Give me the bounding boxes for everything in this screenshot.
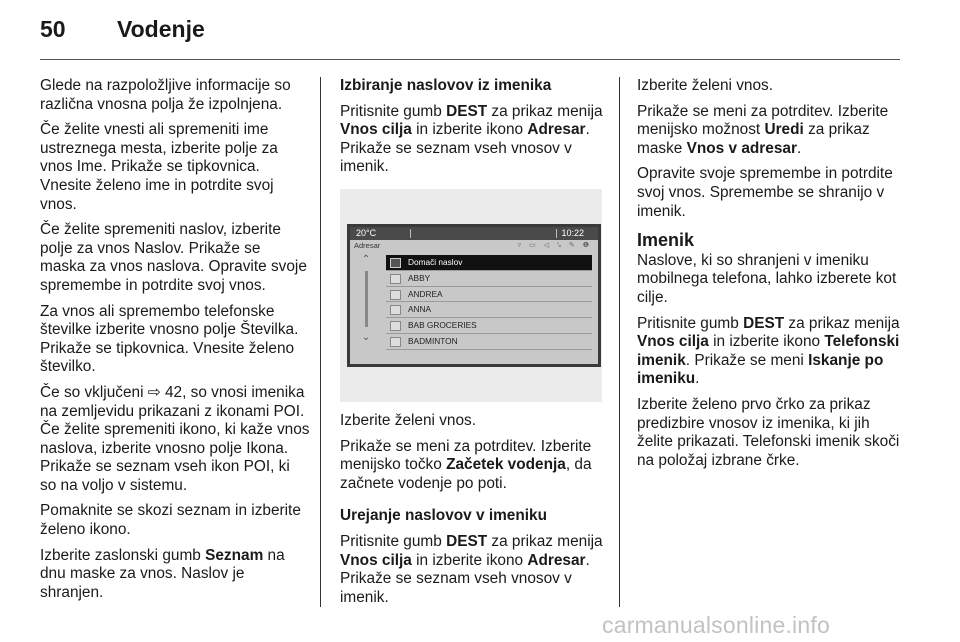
paragraph: Izberite želeno prvo črko za prikaz predizbire vnosov iz imenika, ki jih želite prikazati. Telefonski imenik skoči na položaj izbrane črke. (637, 395, 900, 469)
bold-term: Vnos cilja (340, 121, 412, 139)
screenshot-figure (340, 189, 602, 402)
text: za prikaz menija (784, 314, 900, 332)
page-header (40, 16, 900, 62)
column-divider (320, 77, 321, 607)
bold-term: DEST (446, 102, 488, 120)
text: na dnu maske za vnos. Naslov je shranjen. (40, 546, 285, 601)
contact-icon (390, 337, 401, 347)
list-item-label: ANNA (408, 304, 432, 315)
bold-term: Začetek vodenja (446, 456, 566, 474)
list-item[interactable] (386, 287, 592, 303)
text: . (695, 370, 700, 388)
paragraph (340, 438, 605, 494)
scroll-up-icon[interactable]: ⌃ (361, 253, 371, 265)
paragraph (637, 315, 905, 389)
paragraph: Naslove, ki so shranjeni v imeniku mobilnega telefona, lahko izberete kot cilje. (637, 251, 897, 306)
screen-header (350, 240, 598, 252)
text: . Prikaže se seznam vseh vnosov v imenik. (340, 551, 590, 606)
header-rule (40, 59, 900, 60)
text: Pritisnite gumb (637, 314, 744, 332)
bold-term: DEST (446, 532, 488, 550)
paragraph: Glede na razpoložljive informacije so različna vnosna polja že izpolnjena. (40, 77, 291, 113)
paragraph: Pomaknite se skozi seznam in izberite želeno ikono. (40, 502, 301, 539)
page-reference-link[interactable]: ⇨ 42 (147, 383, 183, 401)
bold-term: Adresar (527, 121, 586, 139)
scroll-track[interactable] (365, 271, 368, 327)
scroll-down-icon[interactable]: ⌄ (361, 331, 371, 343)
status-divider (410, 229, 411, 238)
list-item[interactable] (386, 302, 592, 318)
column-2 (340, 77, 605, 614)
page-title: Vodenje (117, 16, 205, 42)
paragraph: Za vnos ali spremembo telefonske številke izberite vnosno polje Številka. Prikaže se tipkovnica. Vnesite želeno številko. (40, 302, 299, 376)
paragraph (340, 533, 605, 607)
text: . Prikaže se seznam vseh vnosov v imenik. (340, 121, 590, 176)
address-list (386, 255, 592, 350)
list-item-label: ANDREA (408, 288, 443, 299)
poi-icon (390, 321, 401, 331)
paragraph: Če želite spremeniti naslov, izberite polje za vnos Naslov. Prikaže se maska za vnos naslova. Opravite svoje spremembe in potrdite svoj vnos. (40, 221, 307, 294)
text: in izberite ikono (708, 333, 825, 351)
list-item[interactable] (386, 334, 592, 350)
text: za prikaz menija (487, 102, 603, 120)
text: , so vnosi imenika na zemljevidu prikazani z ikonami POI. Če želite spremeniti ikono, ki kaže vnos naslova, izberite vnosno polje Ikona. Prikaže se seznam vseh ikon POI, ki so na voljo v sistemu. (40, 383, 310, 494)
temperature-label: 20°C (356, 227, 377, 238)
screen-title: Adresar (354, 240, 381, 250)
list-item[interactable] (386, 271, 592, 287)
list-item-label: Domači naslov (408, 256, 463, 267)
paragraph (340, 103, 605, 177)
bold-term: Uredi (764, 121, 804, 139)
status-divider (556, 229, 557, 238)
text: Če so vključeni (40, 383, 148, 401)
text: , da začnete vodenje po poti. (340, 456, 592, 492)
column-divider (619, 77, 620, 607)
bold-term: Iskanje po imeniku (637, 351, 884, 388)
paragraph: Izberite želeni vnos. (637, 77, 774, 94)
text: in izberite ikono (411, 551, 528, 569)
bold-term: Vnos cilja (637, 333, 709, 351)
list-scrollbar[interactable] (360, 255, 372, 347)
list-item[interactable] (386, 318, 592, 334)
paragraph: Če želite vnesti ali spremeniti ime ustreznega mesta, izberite polje za vnos Ime. Prikaže se tipkovnica. Vnesite želeno ime in potrdite svoj vnos. (40, 121, 278, 213)
column-1 (40, 77, 310, 609)
bold-term: Seznam (205, 546, 264, 564)
bold-term: Vnos v adresar (686, 139, 797, 157)
text: Pritisnite gumb (340, 532, 447, 550)
infotainment-screen (347, 224, 601, 367)
home-icon (390, 258, 401, 268)
paragraph (40, 384, 310, 496)
section-heading: Imenik (637, 230, 695, 251)
text: Prikaže se meni za potrditev. Izberite menijsko točko (340, 437, 592, 474)
text: . (796, 139, 802, 157)
list-item[interactable] (386, 255, 592, 271)
contact-icon (390, 305, 401, 315)
text: . Prikaže se meni (685, 351, 809, 369)
section-heading: Izbiranje naslovov iz imenika (340, 77, 552, 94)
column-3 (637, 77, 905, 477)
list-item-label: BAB GROCERIES (408, 320, 477, 331)
text: in izberite ikono (411, 121, 528, 139)
screen-status-bar (350, 227, 598, 240)
text: Prikaže se meni za potrditev. Izberite menijsko možnost (637, 102, 889, 139)
clock-label: 10:22 (561, 227, 584, 238)
page-number: 50 (40, 16, 66, 42)
watermark: carmanualsonline.info (602, 612, 830, 638)
section-heading: Urejanje naslovov v imeniku (340, 507, 547, 525)
text: za prikaz menija (487, 532, 603, 550)
paragraph (637, 103, 905, 159)
text: Pritisnite gumb (340, 102, 447, 120)
contact-icon (390, 290, 401, 300)
status-icons: ▿ ▭ ◁ ⤥ ✎ ❶ (517, 241, 592, 249)
text: za prikaz maske (637, 121, 870, 157)
bold-term: Telefonski imenik (637, 333, 900, 369)
bold-term: DEST (743, 314, 785, 332)
paragraph: Izberite želeni vnos. (340, 411, 477, 429)
list-item-label: ABBY (408, 272, 431, 283)
paragraph: Opravite svoje spremembe in potrdite svoj vnos. Spremembe se shranijo v imenik. (637, 165, 893, 220)
bold-term: Vnos cilja (340, 551, 412, 569)
text: Izberite zaslonski gumb (40, 546, 206, 564)
bold-term: Adresar (527, 551, 586, 569)
paragraph (40, 547, 310, 603)
list-item-label: BADMINTON (408, 335, 458, 346)
contact-icon (390, 274, 401, 284)
